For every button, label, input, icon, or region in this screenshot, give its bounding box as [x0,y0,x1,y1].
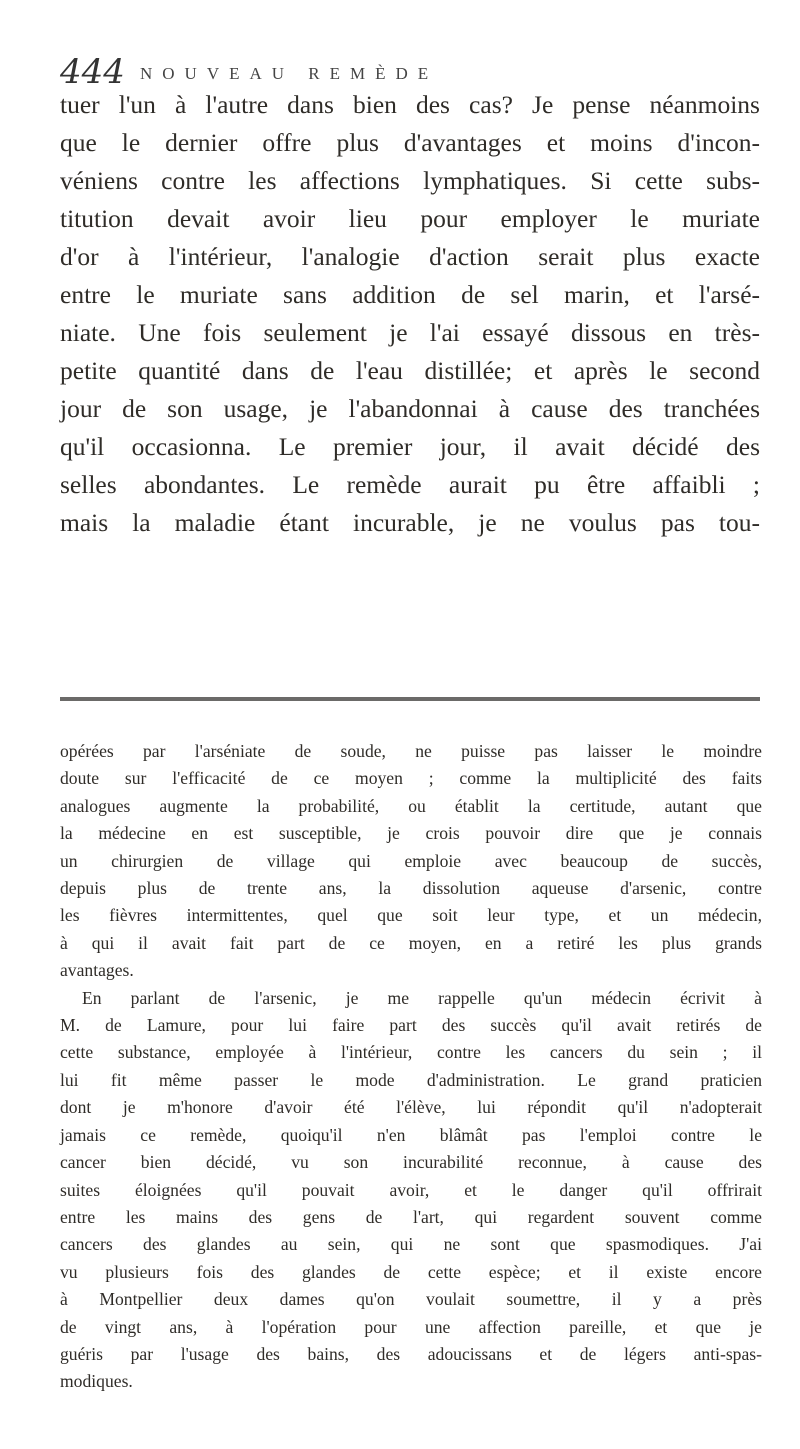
main-text-line: niate. Une fois seulement je l'ai essayé dissous en très- [60,318,760,347]
footnote-line: avantages. [60,960,134,981]
page-number: 444 [60,52,125,92]
footnote-line: En parlant de l'arsenic, je me rappelle qu'un médecin écrivit à [82,987,762,1008]
footnote-line: entre les mains des gens de l'art, qui regardent souvent comme [60,1206,762,1227]
main-text-line: titution devait avoir lieu pour employer le muriate [60,204,760,233]
footnote-line: à qui il avait fait part de ce moyen, en a retiré les plus grands [60,932,762,953]
main-text-line: petite quantité dans de l'eau distillée; et après le second [60,356,760,385]
main-text-line: d'or à l'intérieur, l'analogie d'action serait plus exacte [60,242,760,271]
main-text-line: jour de son usage, je l'abandonnai à cause des tranchées [60,394,760,423]
footnote-line: M. de Lamure, pour lui faire part des succès qu'il avait retirés de [60,1015,762,1036]
main-text-line: que le dernier offre plus d'avantages et moins d'incon- [60,128,760,157]
main-text-line: véniens contre les affections lymphatiques. Si cette subs- [60,166,760,195]
footnote-line: de vingt ans, à l'opération pour une affection pareille, et que je [60,1316,762,1337]
footnote-block [60,738,762,1396]
footnote-separator-rule [60,697,760,701]
footnote-line: les fièvres intermittentes, quel que soit leur type, et un médecin, [60,905,762,926]
main-text-line: entre le muriate sans addition de sel marin, et l'arsé- [60,280,760,309]
footnote-line: la médecine en est susceptible, je crois pouvoir dire que je connais [60,823,762,844]
footnote-line: modiques. [60,1371,133,1392]
footnote-line: un chirurgien de village qui emploie avec beaucoup de succès, [60,850,762,871]
footnote-line: lui fit même passer le mode d'administration. Le grand praticien [60,1069,762,1090]
footnote-line: jamais ce remède, quoiqu'il n'en blâmât pas l'emploi contre le [60,1124,762,1145]
footnote-line: vu plusieurs fois des glandes de cette espèce; et il existe encore [60,1261,762,1282]
footnote-line: analogues augmente la probabilité, ou établit la certitude, autant que [60,795,762,816]
main-text-block [60,86,760,542]
footnote-line: guéris par l'usage des bains, des adoucissans et de légers anti-spas- [60,1343,762,1364]
footnote-line: cancers des glandes au sein, qui ne sont que spasmodiques. J'ai [60,1234,762,1255]
footnote-line: depuis plus de trente ans, la dissolution aqueuse d'arsenic, contre [60,878,762,899]
footnote-line: cancer bien décidé, vu son incurabilité reconnue, à cause des [60,1152,762,1173]
footnote-line: doute sur l'efficacité de ce moyen ; comme la multiplicité des faits [60,768,762,789]
footnote-line: cette substance, employée à l'intérieur, contre les cancers du sein ; il [60,1042,762,1063]
main-text-line: qu'il occasionna. Le premier jour, il avait décidé des [60,432,760,461]
main-text-line: mais la maladie étant incurable, je ne voulus pas tou- [60,508,760,537]
main-text-line: tuer l'un à l'autre dans bien des cas? Je pense néanmoins [60,90,760,119]
main-text-line: selles abondantes. Le remède aurait pu être affaibli ; [60,470,760,499]
footnote-line: suites éloignées qu'il pouvait avoir, et le danger qu'il offrirait [60,1179,762,1200]
footnote-line: dont je m'honore d'avoir été l'élève, lui répondit qu'il n'adopterait [60,1097,762,1118]
footnote-line: opérées par l'arséniate de soude, ne puisse pas laisser le moindre [60,741,762,761]
running-title: NOUVEAU REMÈDE [140,64,439,83]
footnote-line: à Montpellier deux dames qu'on voulait soumettre, il y a près [60,1289,762,1310]
